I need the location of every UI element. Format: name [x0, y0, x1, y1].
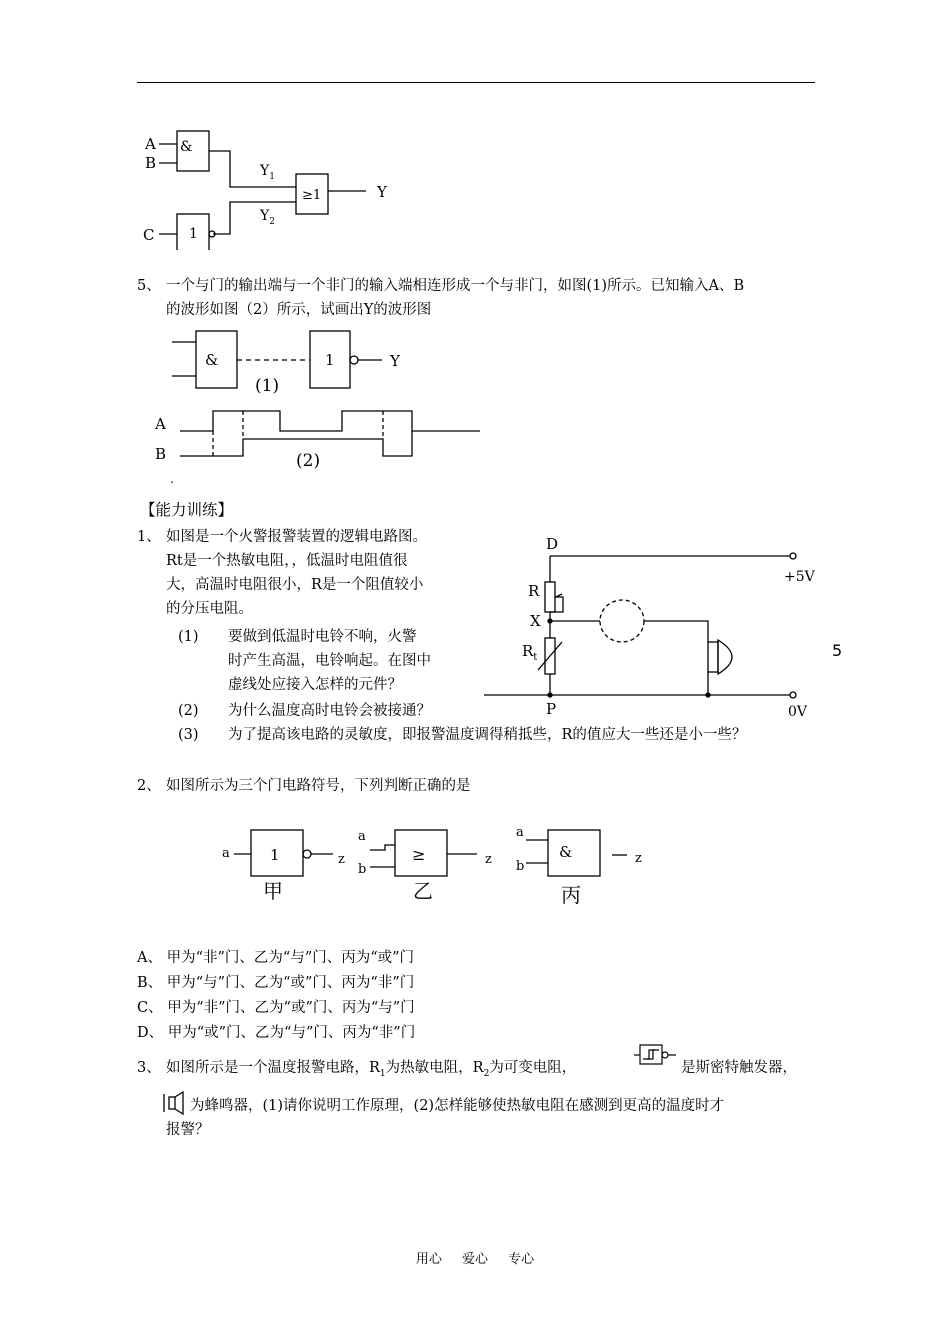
jia-in: a — [222, 846, 230, 861]
p3-line3: 报警？ — [166, 1122, 210, 1138]
header-rule — [137, 82, 815, 83]
jia-out: z — [338, 852, 345, 867]
p1-sub3-number: (3) — [178, 727, 199, 743]
footer-item-0: 用心 — [415, 1252, 442, 1267]
circuit-r: R — [528, 582, 540, 600]
page-footer — [0, 1248, 950, 1267]
p2-option-c: C、 甲为“非”门、乙为“或”门、丙为“与”门 — [137, 1000, 415, 1016]
fig1-and-symbol: & — [205, 351, 219, 369]
yi-symbol: ≥ — [412, 845, 426, 864]
p2-number: 2、 — [137, 778, 161, 794]
p3-line1: 如图所示是一个温度报警电路，$R_1$为热敏电阻，$R_2$为可变电阻， — [166, 1060, 577, 1079]
p3-line1-tail: 是斯密特触发器， — [681, 1060, 797, 1076]
p2-option-a: A、 甲为“非”门、乙为“与”门、丙为“或”门 — [137, 950, 415, 966]
label-a: A — [145, 135, 156, 153]
fig2-dot: . — [170, 472, 174, 486]
yi-out: z — [485, 852, 492, 867]
p1-line-1: Rt是一个热敏电阻，，低温时电阻值很 — [166, 553, 408, 569]
circuit-rt: $R_t$ — [522, 642, 538, 663]
jia-symbol: 1 — [270, 846, 280, 864]
fire-alarm-circuit — [478, 530, 823, 725]
not-gate-symbol: 1 — [189, 226, 198, 242]
p1-sub1-line-0: 要做到低温时电铃不响，火警 — [228, 629, 417, 645]
p1-sub1-number: (1) — [178, 629, 199, 645]
footer-item-2: 专心 — [508, 1252, 535, 1267]
label-y: Y — [377, 183, 387, 201]
label-b: B — [145, 154, 157, 172]
nand-figure-1 — [160, 325, 420, 400]
q5-line1: 一个与门的输出端与一个非门的输入端相连形成一个与非门，如图(1)所示。已知输入A、B — [166, 278, 745, 294]
footer-item-1: 爱心 — [461, 1252, 488, 1267]
p1-line-0: 如图是一个火警报警装置的逻辑电路图。 — [166, 529, 427, 545]
circuit-x: X — [530, 612, 541, 630]
three-gates-figure — [215, 818, 655, 913]
bing-out: z — [635, 851, 642, 866]
yi-in-b: b — [358, 862, 367, 877]
fig1-caption: (1) — [255, 376, 280, 396]
yi-caption: 乙 — [413, 879, 433, 903]
p1-sub3: 为了提高该电路的灵敏度，即报警温度调得稍抵些，R的值应大一些还是小一些？ — [228, 727, 747, 743]
label-y1: $Y_1$ — [260, 163, 275, 182]
p1-line-3: 的分压电阻。 — [166, 601, 253, 617]
wave-label-b: B — [155, 445, 167, 463]
q5-number: 5、 — [137, 278, 161, 294]
fig2-caption: (2) — [296, 451, 321, 471]
schmitt-trigger-icon — [632, 1042, 682, 1068]
bing-in-a: a — [516, 825, 524, 840]
yi-in-a: a — [358, 829, 366, 844]
p1-sub2: 为什么温度高时电铃会被接通？ — [228, 703, 431, 719]
label-y2: $Y_2$ — [260, 208, 275, 227]
bing-symbol: & — [559, 843, 573, 861]
logic-figure-top — [130, 120, 410, 250]
section-title: 【能力训练】 — [140, 501, 234, 519]
fig1-not-symbol: 1 — [325, 351, 335, 369]
p1-sub1-line-1: 时产生高温，电铃响起。在图中 — [228, 653, 431, 669]
circuit-0v: 0V — [788, 704, 808, 720]
or-gate-symbol: ≥1 — [302, 188, 322, 203]
p1-sub1-line-2: 虚线处应接入怎样的元件？ — [228, 677, 402, 693]
bing-in-b: b — [516, 859, 525, 874]
p1-sub2-number: (2) — [178, 703, 199, 719]
label-c: C — [143, 226, 155, 244]
fig1-y: Y — [390, 352, 400, 370]
q5-line2: 的波形如图（2）所示，试画出Y的波形图 — [166, 302, 432, 318]
p2-option-b: B、 甲为“与”门、乙为“或”门、丙为“非”门 — [137, 975, 415, 991]
waveform-figure-2 — [150, 403, 490, 488]
and-gate-symbol: & — [180, 139, 193, 155]
wave-label-a: A — [155, 415, 166, 433]
p3-number: 3、 — [137, 1060, 161, 1076]
p1-number: 1、 — [137, 529, 161, 545]
bing-caption: 丙 — [561, 883, 581, 907]
jia-caption: 甲 — [263, 879, 283, 903]
circuit-5v: +5V — [784, 569, 815, 585]
page-side-number: 5 — [832, 641, 843, 660]
circuit-p: P — [546, 700, 557, 718]
p1-line-2: 大，高温时电阻很小，R是一个阻值较小 — [166, 577, 424, 593]
p3-line2: 为蜂鸣器，(1)请你说明工作原理，(2)怎样能够使热敏电阻在感测到更高的温度时才 — [190, 1098, 725, 1114]
circuit-d: D — [546, 535, 559, 553]
p2-option-d: D、 甲为“或”门、乙为“与”门、丙为“非”门 — [137, 1025, 416, 1041]
p2-question: 如图所示为三个门电路符号，下列判断正确的是 — [166, 778, 471, 794]
buzzer-icon — [160, 1090, 188, 1116]
